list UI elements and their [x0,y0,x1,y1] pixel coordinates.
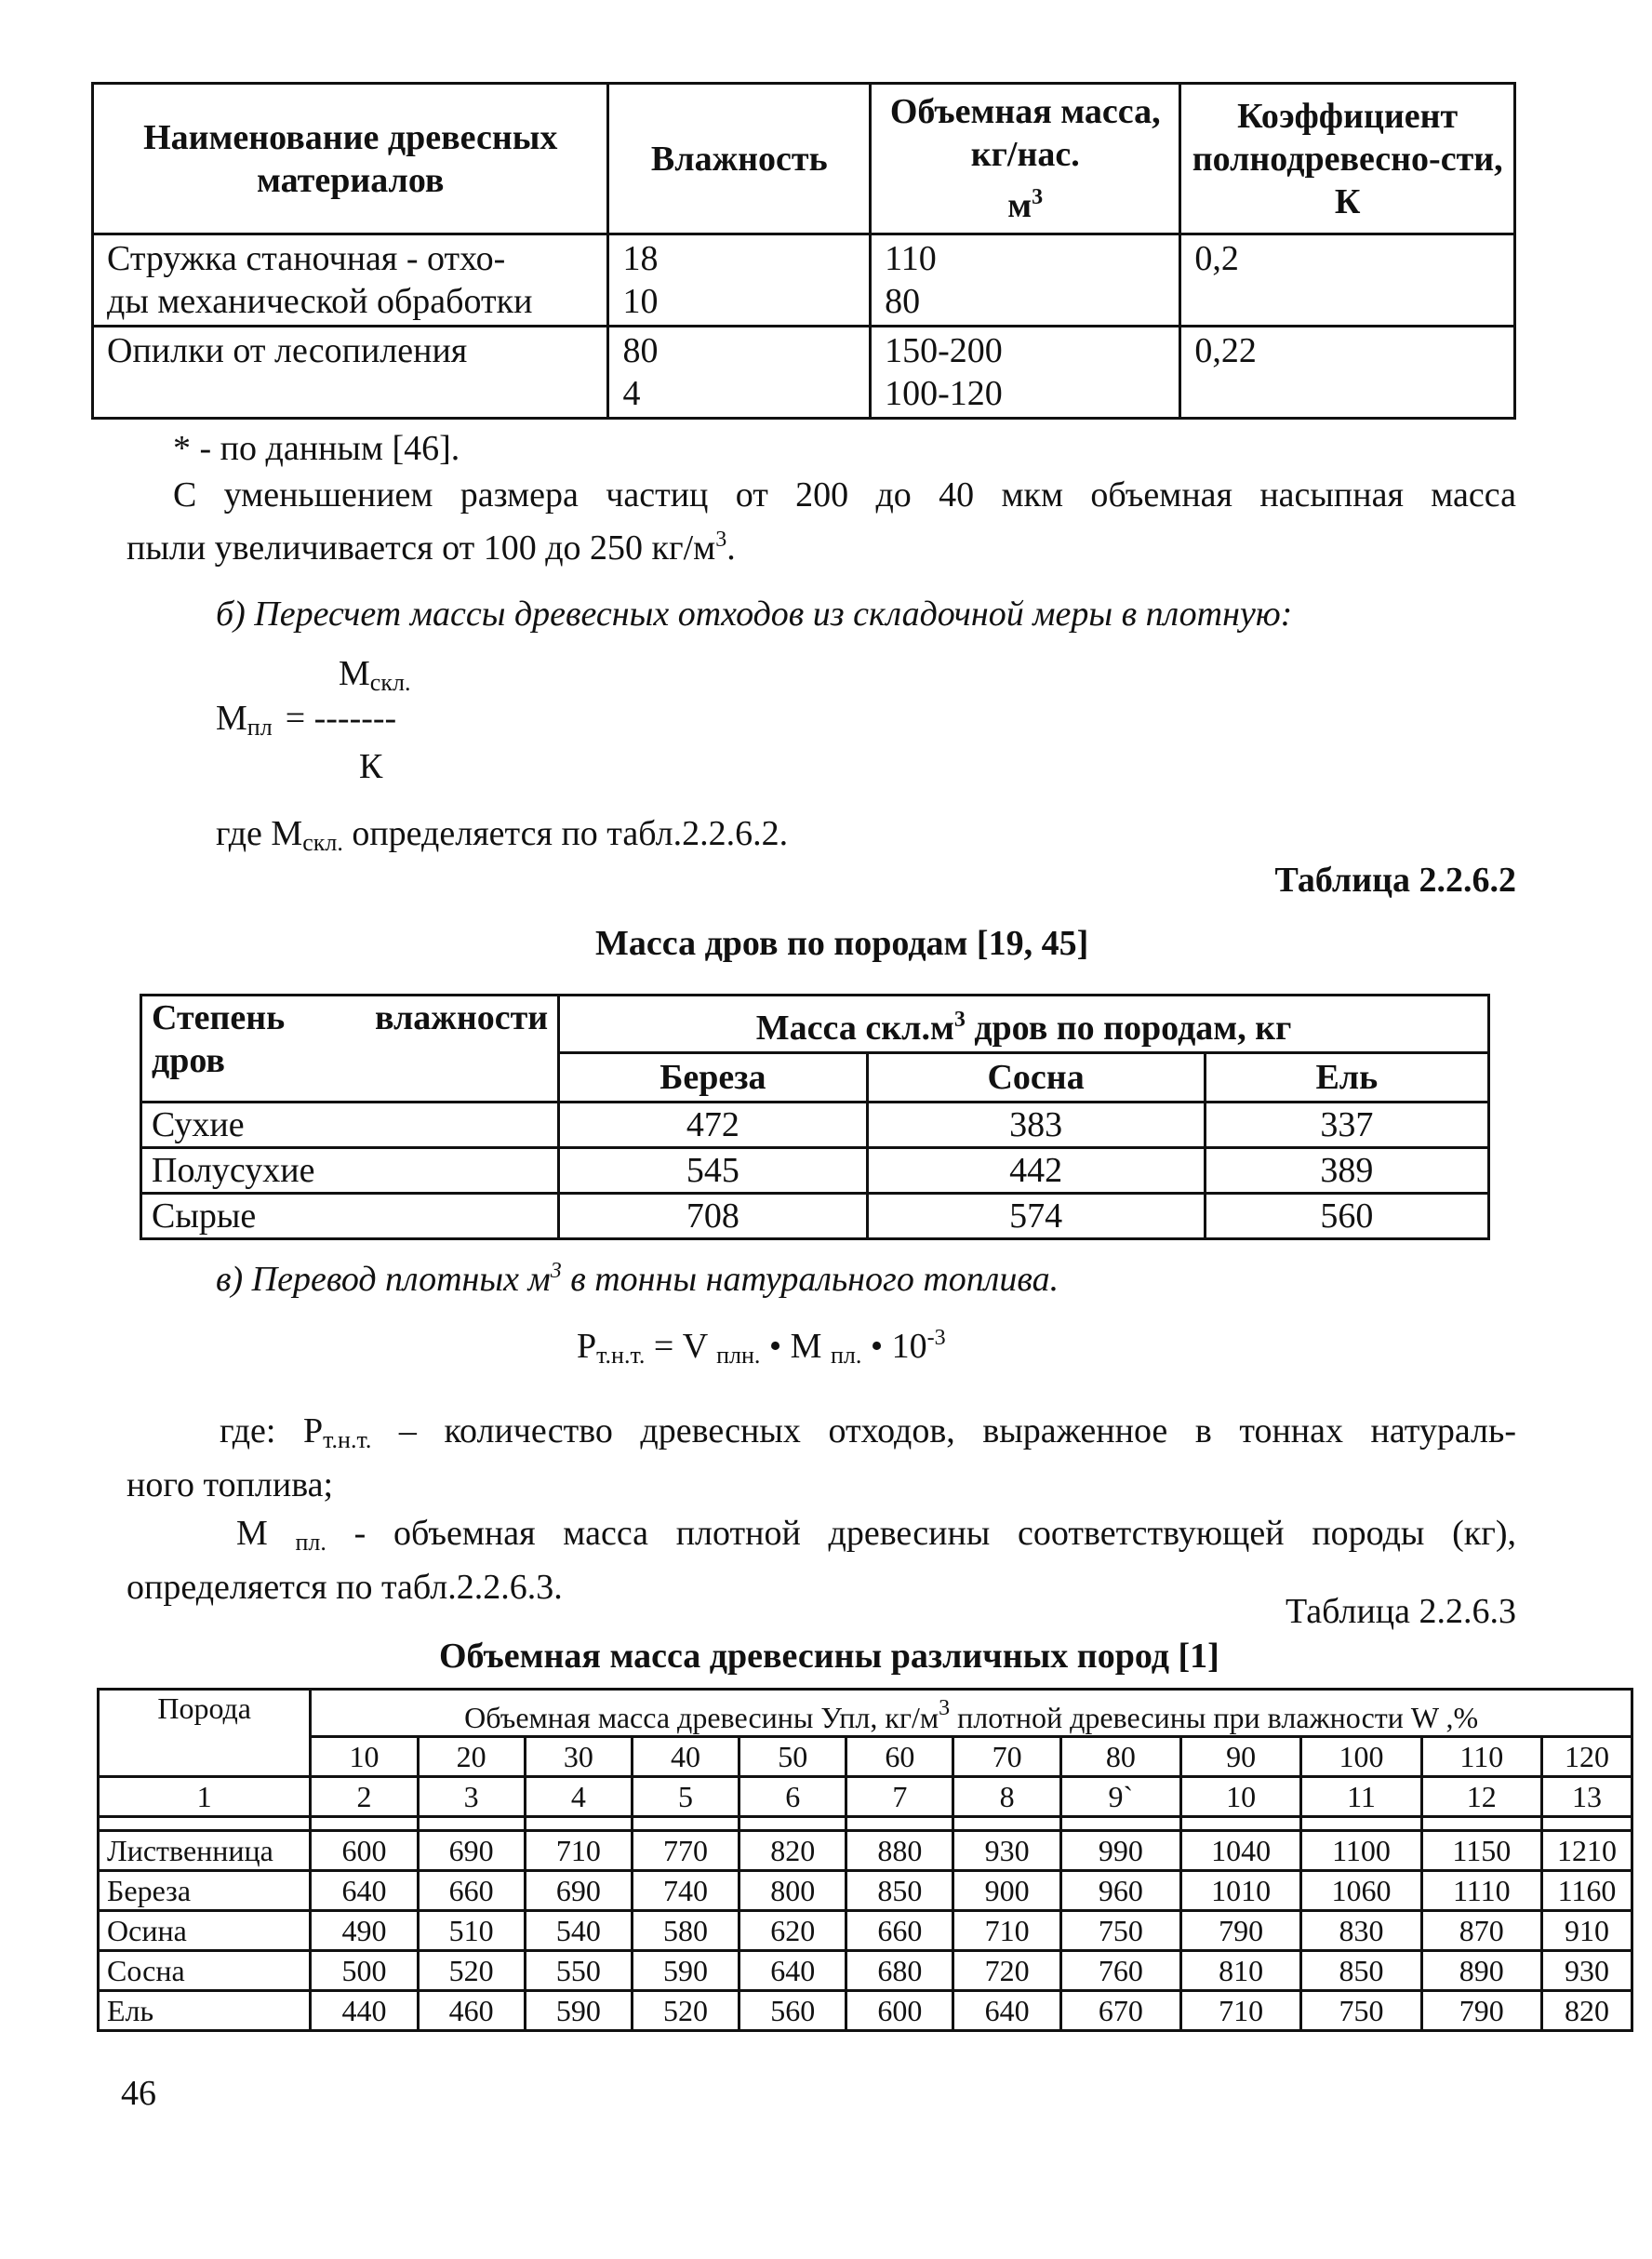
row-label: Сосна [99,1951,311,1991]
column-number: 6 [739,1777,846,1817]
spacer-cell [525,1817,632,1831]
table-cell: 990 [1060,1831,1180,1871]
col-header-species: Порода [99,1690,311,1777]
table-cell: 472 [559,1103,867,1148]
table-cell: 640 [953,1991,1060,2031]
table-cell: 600 [311,1831,418,1871]
col-header-humidity: Влажность [608,84,871,234]
table-cell: 960 [1060,1871,1180,1911]
table-row [141,1148,1489,1194]
table-cell: 1210 [1541,1831,1632,1871]
row-label: Сырые [141,1194,559,1239]
spacer-row [99,1817,1632,1831]
formula2 [577,1316,946,1378]
table-header-row [93,84,1515,234]
row-label: Полусухие [141,1148,559,1194]
col-header-bulk-mass-unit: м [1007,186,1032,225]
table-row [141,1194,1489,1239]
table-cell: 660 [846,1911,953,1951]
where-line [127,1409,1516,1463]
column-number: 5 [632,1777,739,1817]
spacer-cell [1421,1817,1541,1831]
formula-text: = V [645,1327,717,1366]
table-cell: 900 [953,1871,1060,1911]
table-cell: 460 [418,1991,525,2031]
page-number: 46 [121,2074,156,2113]
humidity-header-row [99,1737,1632,1777]
table-cell: 620 [739,1911,846,1951]
table2-title: Масса дров по породам [19, 45] [595,924,1089,963]
row-label: Сухие [141,1103,559,1148]
table-header-row [99,1690,1632,1737]
where-line: определяется по табл.2.2.6.3. [127,1568,563,1607]
mass-cell [871,234,1180,327]
humidity-header: 20 [418,1737,525,1777]
col-header-moisture-line1: Степень влажности [152,998,549,1037]
group-header-sup: 3 [939,1696,951,1720]
mass-value: 80 [885,282,921,321]
table-cell: 1060 [1301,1871,1421,1911]
wood-density-table [97,1688,1633,2032]
mass-value: 100-120 [885,374,1003,413]
table-cell: 580 [632,1911,739,1951]
group-header-sup: 3 [953,1008,966,1032]
table-cell: 442 [867,1148,1205,1194]
col-header-material: Наименование древесных материалов [93,84,608,234]
column-number: 10 [1180,1777,1300,1817]
table2-label: Таблица 2.2.6.2 [1274,861,1516,900]
heading-v-text: в) Перевод плотных м [216,1260,551,1299]
where-line-1 [216,811,788,865]
spacer-cell [418,1817,525,1831]
coefficient-cell: 0,22 [1180,327,1515,419]
heading-v [216,1249,1059,1302]
table-cell: 383 [867,1103,1205,1148]
table-cell: 820 [1541,1991,1632,2031]
formula-equals: = ------- [285,699,397,738]
table3-title: Объемная масса древесины различных пород [1] [439,1637,1219,1676]
formula-text: • M [760,1327,831,1366]
column-number: 1 [99,1777,311,1817]
table-cell: 640 [739,1951,846,1991]
humidity-header: 30 [525,1737,632,1777]
column-number: 2 [311,1777,418,1817]
col-header-species: Береза [559,1053,867,1103]
col-header-bulk-mass [871,84,1180,234]
spacer-cell [846,1817,953,1831]
column-number-row [99,1777,1632,1817]
table-cell: 930 [1541,1951,1632,1991]
table-cell: 800 [739,1871,846,1911]
humidity-header: 50 [739,1737,846,1777]
mass-value: 150-200 [885,331,1003,370]
row-label: Ель [99,1991,311,2031]
column-number: 11 [1301,1777,1421,1817]
table-cell: 660 [418,1871,525,1911]
column-number: 13 [1541,1777,1632,1817]
group-header-density [311,1690,1632,1737]
spacer-cell [1301,1817,1421,1831]
table-cell: 880 [846,1831,953,1871]
material-name-line: Стружка станочная - отхо- [107,239,506,278]
coefficient-cell: 0,2 [1180,234,1515,327]
humidity-value: 10 [622,282,659,321]
table-cell: 500 [311,1951,418,1991]
table-cell: 710 [953,1911,1060,1951]
table-cell: 790 [1180,1911,1300,1951]
superscript: 3 [715,528,727,552]
table-cell: 640 [311,1871,418,1911]
table-row [99,1831,1632,1871]
heading-b: б) Пересчет массы древесных отходов из складочной меры в плотную: [216,595,1293,634]
where-block-2 [127,1409,1516,1610]
formula1-left [216,696,396,750]
table-cell: 720 [953,1951,1060,1991]
table-row [93,234,1515,327]
humidity-header: 90 [1180,1737,1300,1777]
column-number: 8 [953,1777,1060,1817]
table-row [99,1991,1632,2031]
group-header-text: плотной древесины при влажности W ,% [950,1701,1479,1734]
where-text: М [236,1514,296,1553]
table-cell: 545 [559,1148,867,1194]
col-header-species: Ель [1205,1053,1488,1103]
spacer-cell [1060,1817,1180,1831]
table-cell: 574 [867,1194,1205,1239]
spacer-cell [953,1817,1060,1831]
paragraph-line: С уменьшением размера частиц от 200 до 40 мкм объемная насыпная масса [173,475,1516,515]
table-cell: 690 [525,1871,632,1911]
table-cell: 337 [1205,1103,1488,1148]
table-row [99,1911,1632,1951]
table-cell: 870 [1421,1911,1541,1951]
table-cell: 520 [418,1951,525,1991]
table-cell: 910 [1541,1911,1632,1951]
table-cell: 1160 [1541,1871,1632,1911]
table-cell: 1150 [1421,1831,1541,1871]
humidity-cell [608,327,871,419]
row-label: Береза [99,1871,311,1911]
column-number: 7 [846,1777,953,1817]
mass-value: 110 [885,239,937,278]
group-header-mass [559,996,1489,1053]
footnote: * - по данным [46]. [173,429,460,468]
humidity-header: 100 [1301,1737,1421,1777]
spacer-cell [311,1817,418,1831]
table-cell: 850 [846,1871,953,1911]
where-text: - объемная масса плотной древесины соответствующей породы (кг), [326,1514,1516,1553]
table-cell: 510 [418,1911,525,1951]
group-header-text: дров по породам, кг [965,1009,1292,1048]
where-line: ного топлива; [127,1465,334,1504]
formula-subscript: плн. [716,1342,761,1369]
table-cell: 750 [1060,1911,1180,1951]
table-row [99,1951,1632,1991]
humidity-header: 110 [1421,1737,1541,1777]
humidity-value: 4 [622,374,641,413]
firewood-mass-table [140,994,1490,1240]
humidity-cell [608,234,871,327]
table-row [141,1103,1489,1148]
humidity-header: 10 [311,1737,418,1777]
group-header-text: Масса скл.м [755,1009,954,1048]
paragraph-text: пыли увеличивается от 100 до 250 кг/м [127,528,716,568]
table-header-row [141,996,1489,1053]
table-cell: 540 [525,1911,632,1951]
humidity-value: 18 [622,239,659,278]
formula-subscript: пл [246,714,273,741]
heading-v-text: в тонны натурального топлива. [561,1260,1059,1299]
spacer-cell [739,1817,846,1831]
table-cell: 820 [739,1831,846,1871]
formula-subscript: скл. [369,669,411,696]
humidity-header: 70 [953,1737,1060,1777]
where-text: где М [216,814,303,853]
table-cell: 590 [632,1951,739,1991]
spacer-cell [1541,1817,1632,1831]
table3-label: Таблица 2.2.6.3 [1285,1592,1516,1631]
table-cell: 830 [1301,1911,1421,1951]
table-cell: 1100 [1301,1831,1421,1871]
table-cell: 520 [632,1991,739,2031]
table-cell: 770 [632,1831,739,1871]
material-name-line: ды механической обработки [107,282,533,321]
table-cell: 440 [311,1991,418,2031]
material-name [93,327,608,419]
table-row [99,1871,1632,1911]
humidity-header: 80 [1060,1737,1180,1777]
material-name [93,234,608,327]
table-cell: 1110 [1421,1871,1541,1911]
column-number: 9` [1060,1777,1180,1817]
table-cell: 550 [525,1951,632,1991]
group-header-text: Объемная масса древесины Упл, кг/м [464,1701,939,1734]
table-cell: 850 [1301,1951,1421,1991]
table-cell: 690 [418,1831,525,1871]
col-header-coefficient: Коэффициент полнодревесно-сти, К [1180,84,1515,234]
spacer-cell [99,1817,311,1831]
col-header-bulk-mass-unit-sup: 3 [1032,185,1044,209]
table-cell: 740 [632,1871,739,1911]
formula-superscript: -3 [926,1326,946,1350]
table-cell: 560 [1205,1194,1488,1239]
table-row [93,327,1515,419]
column-number: 12 [1421,1777,1541,1817]
humidity-header: 40 [632,1737,739,1777]
formula-symbol: М [339,654,370,693]
table-cell: 680 [846,1951,953,1991]
col-header-species: Сосна [867,1053,1205,1103]
where-subscript: скл. [302,829,343,856]
heading-v-sup: 3 [550,1259,562,1283]
humidity-value: 80 [622,331,659,370]
formula-symbol: М [216,699,247,738]
table-cell: 708 [559,1194,867,1239]
formula-subscript: пл. [830,1342,862,1369]
mass-cell [871,327,1180,419]
spacer-cell [1180,1817,1300,1831]
column-number: 4 [525,1777,632,1817]
humidity-header: 60 [846,1737,953,1777]
table-cell: 590 [525,1991,632,2031]
formula-text: • 10 [861,1327,927,1366]
where-subscript: пл. [295,1529,326,1556]
table-cell: 490 [311,1911,418,1951]
formula-symbol: Р [577,1327,597,1366]
where-text: где: Р [220,1411,324,1450]
col-header-moisture [141,996,559,1103]
table-cell: 1040 [1180,1831,1300,1871]
table-cell: 750 [1301,1991,1421,2031]
table-cell: 389 [1205,1148,1488,1194]
table-cell: 600 [846,1991,953,2031]
row-label: Осина [99,1911,311,1951]
formula-subscript: т.н.т. [596,1342,646,1369]
paragraph-particle-size [127,473,1516,570]
formula1-denominator: К [359,747,383,786]
where-text: – количество древесных отходов, выраженное в тоннах натураль- [371,1411,1516,1450]
table-cell: 930 [953,1831,1060,1871]
spacer-cell [632,1817,739,1831]
table-cell: 560 [739,1991,846,2031]
where-subscript: т.н.т. [323,1426,372,1453]
column-number: 3 [418,1777,525,1817]
col-header-moisture-line2: дров [152,1041,225,1080]
table-cell: 670 [1060,1991,1180,2031]
where-text: определяется по табл.2.2.6.2. [342,814,789,853]
humidity-header: 120 [1541,1737,1632,1777]
where-line [127,1511,1516,1565]
col-header-bulk-mass-label: Объемная масса, кг/нас. [889,92,1161,174]
wood-materials-table [91,82,1516,420]
table-cell: 760 [1060,1951,1180,1991]
table-cell: 710 [1180,1991,1300,2031]
table-body [99,1831,1632,2031]
table-cell: 810 [1180,1951,1300,1991]
row-label: Лиственница [99,1831,311,1871]
paragraph-line [127,517,1516,570]
table-cell: 790 [1421,1991,1541,2031]
paragraph-text: . [726,528,736,568]
table-cell: 1010 [1180,1871,1300,1911]
table-cell: 710 [525,1831,632,1871]
table-cell: 890 [1421,1951,1541,1991]
material-name-line: Опилки от лесопиления [107,331,468,370]
